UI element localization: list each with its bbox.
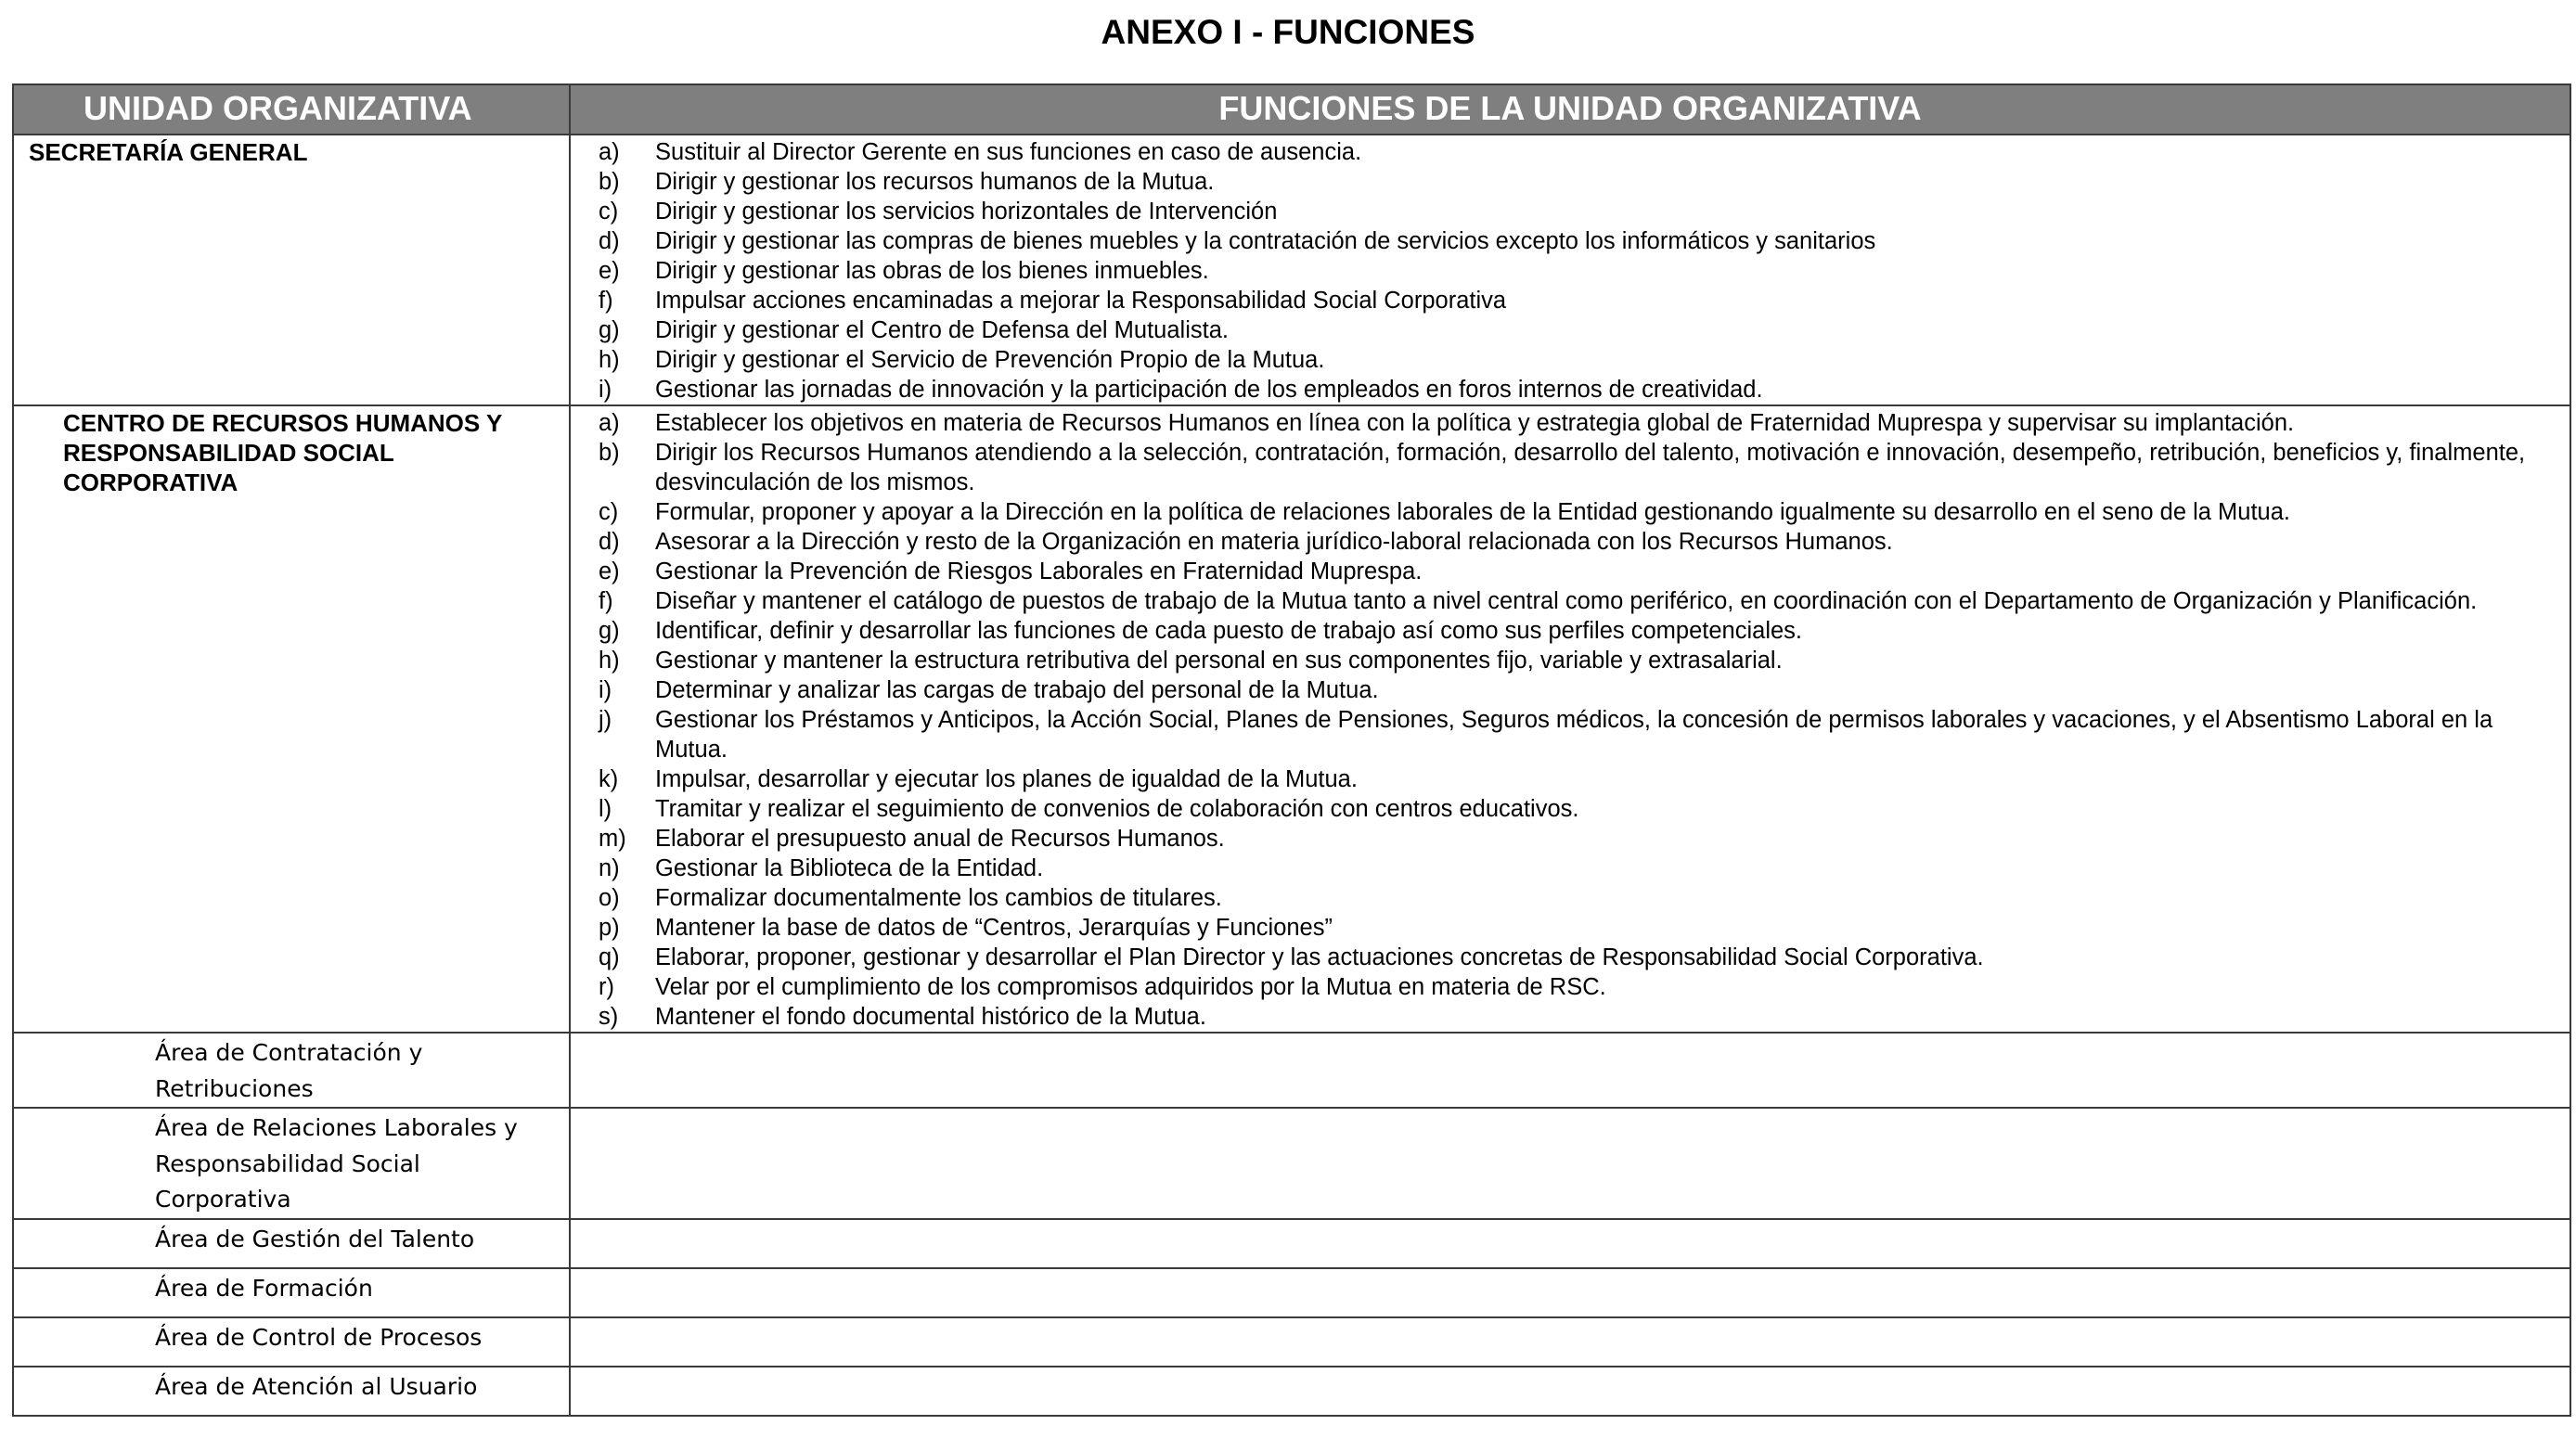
function-text: Gestionar los Préstamos y Anticipos, la Acción Social, Planes de Pensiones, Seguros médicos, la concesión de permisos laborales y vacaciones, y el Absentismo Laboral en la Mutua. bbox=[655, 707, 2493, 763]
area-row bbox=[13, 1108, 2570, 1219]
function-item bbox=[599, 764, 2562, 794]
function-item bbox=[599, 137, 2562, 167]
function-text: Elaborar, proponer, gestionar y desarrollar el Plan Director y las actuaciones concretas de Responsabilidad Social Corporativa. bbox=[655, 944, 1984, 970]
function-letter: s) bbox=[599, 1004, 619, 1030]
function-item bbox=[599, 586, 2562, 616]
function-letter: i) bbox=[599, 377, 612, 403]
function-item bbox=[599, 943, 2562, 972]
function-letter: e) bbox=[599, 258, 620, 284]
header-unit: UNIDAD ORGANIZATIVA bbox=[13, 84, 570, 135]
area-functions-cell bbox=[570, 1268, 2570, 1317]
function-letter: l) bbox=[599, 796, 612, 822]
area-row bbox=[13, 1219, 2570, 1268]
area-name: Área de Control de Procesos bbox=[155, 1323, 483, 1351]
area-cell bbox=[13, 1367, 570, 1416]
area-name: Área de Contratación y Retribuciones bbox=[155, 1039, 423, 1102]
area-functions-cell bbox=[570, 1108, 2570, 1219]
function-letter: a) bbox=[599, 139, 620, 165]
function-letter: o) bbox=[599, 885, 620, 911]
function-item bbox=[599, 345, 2562, 375]
function-item bbox=[599, 226, 2562, 256]
function-text: Elaborar el presupuesto anual de Recursos Humanos. bbox=[655, 826, 1225, 852]
area-cell bbox=[13, 1317, 570, 1367]
function-item bbox=[599, 883, 2562, 913]
function-letter: d) bbox=[599, 529, 620, 555]
function-letter: g) bbox=[599, 317, 620, 343]
function-letter: r) bbox=[599, 974, 614, 1000]
unit-name: CENTRO DE RECURSOS HUMANOS Y RESPONSABILIDAD SOCIAL CORPORATIVA bbox=[63, 409, 502, 496]
function-text: Mantener la base de datos de “Centros, Jerarquías y Funciones” bbox=[655, 915, 1333, 941]
area-name: Área de Formación bbox=[155, 1274, 373, 1302]
section-row-recursos-humanos bbox=[13, 405, 2570, 1033]
area-row bbox=[13, 1268, 2570, 1317]
function-text: Dirigir y gestionar los recursos humanos de la Mutua. bbox=[655, 169, 1215, 195]
function-text: Sustituir al Director Gerente en sus funciones en caso de ausencia. bbox=[655, 139, 1362, 165]
function-letter: e) bbox=[599, 559, 620, 584]
function-item bbox=[599, 972, 2562, 1002]
function-item bbox=[599, 705, 2562, 764]
function-text: Dirigir los Recursos Humanos atendiendo a la selección, contratación, formación, desarrollo del talento, motivación e innovación, desempeño, retribución, beneficios y, finalmente, desvinculación de los mismos. bbox=[655, 440, 2526, 495]
functions-cell bbox=[570, 135, 2570, 405]
function-text: Gestionar las jornadas de innovación y la participación de los empleados en foros internos de creatividad. bbox=[655, 377, 1763, 403]
area-functions-cell bbox=[570, 1033, 2570, 1108]
function-item bbox=[599, 256, 2562, 286]
area-functions-cell bbox=[570, 1367, 2570, 1416]
function-text: Dirigir y gestionar las compras de bienes muebles y la contratación de servicios excepto los informáticos y sanitarios bbox=[655, 228, 1876, 254]
function-letter: f) bbox=[599, 588, 613, 614]
function-text: Identificar, definir y desarrollar las funciones de cada puesto de trabajo así como sus perfiles competenciales. bbox=[655, 618, 1803, 644]
function-item bbox=[599, 527, 2562, 557]
area-name: Área de Relaciones Laborales y Responsabilidad Social Corporativa bbox=[155, 1114, 518, 1213]
area-cell bbox=[13, 1033, 570, 1108]
area-row bbox=[13, 1033, 2570, 1108]
function-letter: i) bbox=[599, 677, 612, 703]
function-letter: c) bbox=[599, 199, 619, 225]
function-letter: m) bbox=[599, 826, 626, 852]
function-text: Diseñar y mantener el catálogo de puestos de trabajo de la Mutua tanto a nivel central como periférico, en coordinación con el Departamento de Organización y Planificación. bbox=[655, 588, 2478, 614]
unit-cell bbox=[13, 405, 570, 1033]
area-functions-cell bbox=[570, 1219, 2570, 1268]
function-text: Dirigir y gestionar el Servicio de Prevención Propio de la Mutua. bbox=[655, 347, 1325, 373]
function-text: Impulsar acciones encaminadas a mejorar la Responsabilidad Social Corporativa bbox=[655, 288, 1507, 314]
function-letter: h) bbox=[599, 648, 620, 674]
area-cell bbox=[13, 1268, 570, 1317]
function-item bbox=[599, 854, 2562, 883]
function-text: Dirigir y gestionar las obras de los bienes inmuebles. bbox=[655, 258, 1209, 284]
section-row-secretaria bbox=[13, 135, 2570, 405]
function-letter: g) bbox=[599, 618, 620, 644]
unit-cell bbox=[13, 135, 570, 405]
area-functions-cell bbox=[570, 1317, 2570, 1367]
function-item bbox=[599, 794, 2562, 824]
unit-name: SECRETARÍA GENERAL bbox=[29, 138, 308, 166]
area-row bbox=[13, 1367, 2570, 1416]
function-text: Impulsar, desarrollar y ejecutar los planes de igualdad de la Mutua. bbox=[655, 766, 1358, 792]
function-item bbox=[599, 408, 2562, 438]
function-letter: k) bbox=[599, 766, 619, 792]
function-list bbox=[571, 406, 2570, 1032]
function-item bbox=[599, 315, 2562, 345]
area-name: Área de Gestión del Talento bbox=[155, 1225, 475, 1252]
functions-cell bbox=[570, 405, 2570, 1033]
function-text: Dirigir y gestionar el Centro de Defensa del Mutualista. bbox=[655, 317, 1229, 343]
function-text: Velar por el cumplimiento de los compromisos adquiridos por la Mutua en materia de RSC. bbox=[655, 974, 1606, 1000]
area-name: Área de Atención al Usuario bbox=[155, 1372, 478, 1400]
function-letter: j) bbox=[599, 707, 612, 733]
area-cell bbox=[13, 1219, 570, 1268]
function-text: Formalizar documentalmente los cambios de titulares. bbox=[655, 885, 1222, 911]
function-text: Gestionar y mantener la estructura retributiva del personal en sus componentes fijo, variable y extrasalarial. bbox=[655, 648, 1783, 674]
function-text: Mantener el fondo documental histórico de la Mutua. bbox=[655, 1004, 1206, 1030]
function-text: Formular, proponer y apoyar a la Dirección en la política de relaciones laborales de la Entidad gestionando igualmente su desarrollo en el seno de la Mutua. bbox=[655, 499, 2290, 525]
function-item bbox=[599, 913, 2562, 943]
function-item bbox=[599, 557, 2562, 586]
function-text: Asesorar a la Dirección y resto de la Organización en materia jurídico-laboral relacionada con los Recursos Humanos. bbox=[655, 529, 1893, 555]
document-title: ANEXO I - FUNCIONES bbox=[1101, 13, 1475, 51]
function-text: Determinar y analizar las cargas de trabajo del personal de la Mutua. bbox=[655, 677, 1379, 703]
function-letter: a) bbox=[599, 410, 620, 436]
function-letter: c) bbox=[599, 499, 619, 525]
functions-table bbox=[12, 83, 2571, 1417]
function-letter: q) bbox=[599, 944, 620, 970]
function-letter: d) bbox=[599, 228, 620, 254]
function-item bbox=[599, 438, 2562, 497]
function-text: Gestionar la Prevención de Riesgos Laborales en Fraternidad Muprespa. bbox=[655, 559, 1423, 584]
function-letter: p) bbox=[599, 915, 620, 941]
function-text: Establecer los objetivos en materia de Recursos Humanos en línea con la política y estrategia global de Fraternidad Muprespa y supervisar su implantación. bbox=[655, 410, 2295, 436]
function-letter: f) bbox=[599, 288, 613, 314]
function-item bbox=[599, 167, 2562, 197]
header-functions: FUNCIONES DE LA UNIDAD ORGANIZATIVA bbox=[570, 84, 2570, 135]
function-letter: h) bbox=[599, 347, 620, 373]
function-letter: b) bbox=[599, 440, 620, 466]
function-text: Tramitar y realizar el seguimiento de convenios de colaboración con centros educativos. bbox=[655, 796, 1579, 822]
function-item bbox=[599, 286, 2562, 315]
function-list bbox=[571, 135, 2570, 404]
function-item bbox=[599, 497, 2562, 527]
function-text: Gestionar la Biblioteca de la Entidad. bbox=[655, 855, 1044, 881]
area-row bbox=[13, 1317, 2570, 1367]
function-letter: b) bbox=[599, 169, 620, 195]
function-item bbox=[599, 375, 2562, 404]
function-item bbox=[599, 675, 2562, 705]
table-header-row bbox=[13, 84, 2570, 135]
function-item bbox=[599, 197, 2562, 226]
function-item bbox=[599, 616, 2562, 646]
function-text: Dirigir y gestionar los servicios horizontales de Intervención bbox=[655, 199, 1278, 225]
function-item bbox=[599, 824, 2562, 854]
area-cell bbox=[13, 1108, 570, 1219]
function-item bbox=[599, 1002, 2562, 1032]
function-item bbox=[599, 646, 2562, 675]
function-letter: n) bbox=[599, 855, 620, 881]
